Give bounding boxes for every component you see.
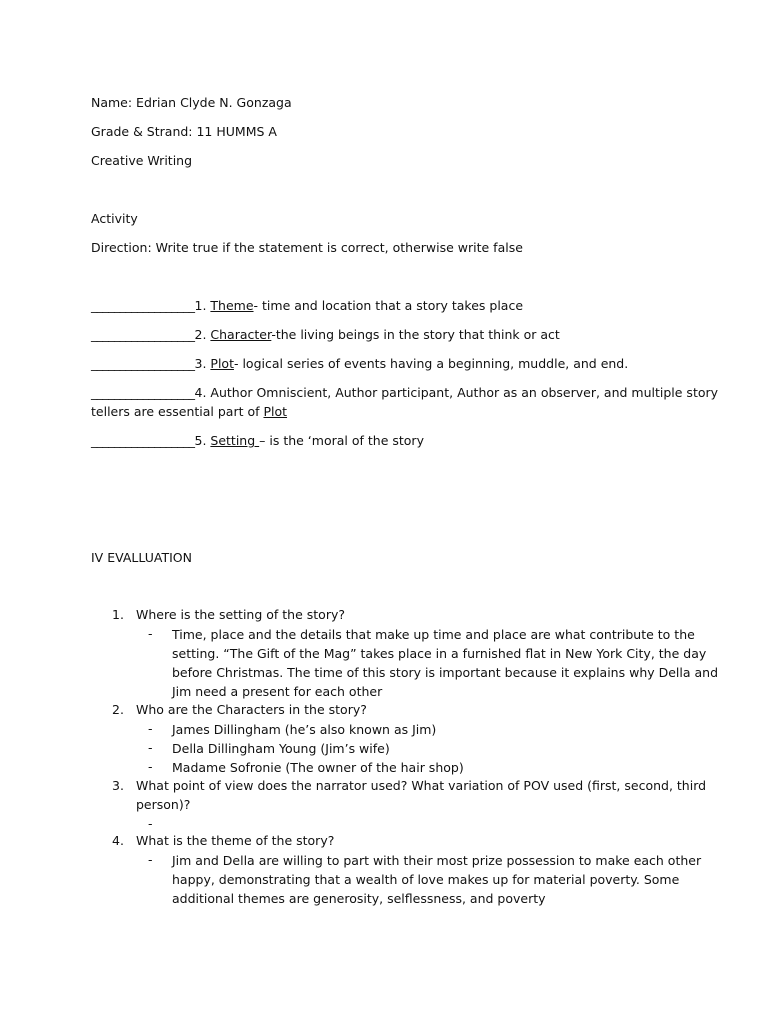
item-number: 1. xyxy=(194,298,211,313)
activity-item-2 xyxy=(91,326,560,344)
answer-line: Madame Sofronie (The owner of the hair shop) xyxy=(172,760,464,775)
item-definition: - logical series of events having a beginning, muddle, and end. xyxy=(233,356,629,371)
item-definition-continued: tellers are essential part of xyxy=(91,404,264,419)
item-term: Character xyxy=(210,327,272,342)
subject: Creative Writing xyxy=(91,153,193,168)
activity-title: Activity xyxy=(91,211,138,226)
question-text: What point of view does the narrator used? What variation of POV used (first, second, third xyxy=(136,778,707,793)
item-definition: - time and location that a story takes place xyxy=(253,298,524,313)
direction-label: Direction xyxy=(91,240,148,255)
direction xyxy=(91,239,523,257)
answer-line: before Christmas. The time of this story is important because it explains why Della and xyxy=(172,665,719,680)
activity-item-4-continued xyxy=(91,403,287,421)
answer-line: happy, demonstrating that a wealth of love makes up for material poverty. Some xyxy=(172,872,680,887)
grade-strand: Grade & Strand: 11 HUMMS A xyxy=(91,124,277,139)
item-number: 2. xyxy=(194,327,211,342)
answer-dash: - xyxy=(148,759,153,774)
item-term: Plot xyxy=(210,356,234,371)
question-text: Where is the setting of the story? xyxy=(136,607,345,622)
question-number: 1. xyxy=(112,607,124,622)
item-number: 3. xyxy=(194,356,211,371)
evaluation-title: IV EVALLUATION xyxy=(91,550,192,565)
answer-dash: - xyxy=(148,721,153,736)
answer-line: Della Dillingham Young (Jim’s wife) xyxy=(172,741,390,756)
answer-blank: __________________ xyxy=(91,327,195,342)
answer-line: Jim and Della are willing to part with their most prize possession to make each other xyxy=(172,853,702,868)
direction-text: : Write true if the statement is correct, otherwise write false xyxy=(147,240,523,255)
item-definition: -the living beings in the story that think or act xyxy=(271,327,560,342)
question-number: 3. xyxy=(112,778,124,793)
question-text: What is the theme of the story? xyxy=(136,833,335,848)
answer-line: Jim need a present for each other xyxy=(172,684,383,699)
answer-dash: - xyxy=(148,740,153,755)
answer-blank: __________________ xyxy=(91,385,195,400)
activity-item-3 xyxy=(91,355,628,373)
answer-line: Time, place and the details that make up time and place are what contribute to the xyxy=(172,627,695,642)
question-number: 2. xyxy=(112,702,124,717)
item-number: 4. xyxy=(194,385,211,400)
item-definition: Author Omniscient, Author participant, Author as an observer, and multiple story xyxy=(210,385,719,400)
question-text: Who are the Characters in the story? xyxy=(136,702,367,717)
student-name: Name: Edrian Clyde N. Gonzaga xyxy=(91,95,292,110)
answer-line: additional themes are generosity, selflessness, and poverty xyxy=(172,891,546,906)
activity-item-4 xyxy=(91,384,718,402)
answer-blank: __________________ xyxy=(91,298,195,313)
item-definition: – is the ‘moral of the story xyxy=(259,433,424,448)
question-text-continued: person)? xyxy=(136,797,191,812)
question-number: 4. xyxy=(112,833,124,848)
answer-line: setting. “The Gift of the Mag” takes place in a furnished flat in New York City, the day xyxy=(172,646,707,661)
answer-dash: - xyxy=(148,626,153,641)
answer-blank: __________________ xyxy=(91,433,195,448)
item-term: Setting xyxy=(210,433,260,448)
item-term: Theme xyxy=(210,298,254,313)
activity-item-5 xyxy=(91,432,424,450)
activity-item-1 xyxy=(91,297,523,315)
answer-dash: - xyxy=(148,816,153,831)
answer-dash: - xyxy=(148,852,153,867)
answer-line: James Dillingham (he’s also known as Jim) xyxy=(172,722,437,737)
item-number: 5. xyxy=(194,433,211,448)
answer-blank: __________________ xyxy=(91,356,195,371)
item-term: Plot xyxy=(263,404,288,419)
